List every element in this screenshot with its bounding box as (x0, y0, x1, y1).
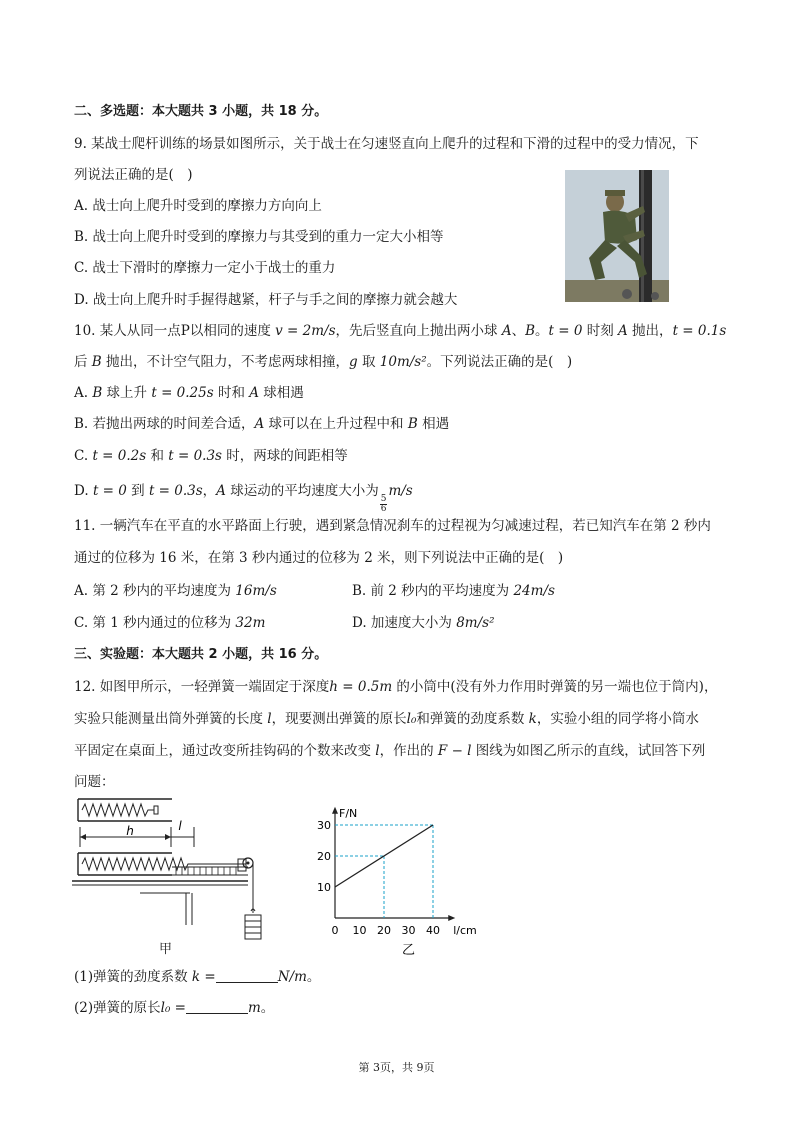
h-dimension-label: h (126, 824, 134, 838)
q10-fraction (380, 495, 388, 514)
q9-option-b: B. 战士向上爬升时受到的摩擦力与其受到的重力一定大小相等 (74, 229, 444, 245)
section-title-multiple-choice: 二、多选题：本大题共 3 小题，共 18 分。 (74, 104, 328, 119)
q9-stem-line1: 9. 某战士爬杆训练的场景如图所示，关于战士在匀速竖直向上爬升的过程和下滑的过程中的受力情况，下 (74, 136, 699, 152)
soldier-climbing-pole-photo (565, 170, 669, 302)
q10-time: t = 0 (92, 483, 127, 499)
q10-stem-line2 (74, 352, 572, 372)
q10-option-a (74, 383, 304, 403)
fraction-denominator: 6 (380, 504, 387, 514)
q10-text: ， (202, 483, 217, 499)
q10-ball-a: A (254, 416, 265, 432)
q10-text: 相遇 (417, 416, 450, 432)
answer-blank-natural-length[interactable] (186, 999, 248, 1014)
q12-text: 图线为如图乙所示的直线，试回答下列 (471, 743, 706, 759)
q10-time: t = 0.3s (148, 483, 203, 499)
q12-answer-1 (74, 967, 320, 987)
q10-text: 时刻 (582, 323, 619, 339)
q10-gravity-value: 10m/s² (379, 354, 427, 370)
q12-text: (2)弹簧的原长 (74, 1000, 161, 1016)
q12-text: 12. 如图甲所示，一轻弹簧一端固定于深度 (74, 679, 330, 695)
q10-gravity-symbol: g (349, 354, 358, 370)
q12-text: 。 (260, 1000, 275, 1016)
q10-text: A. (74, 385, 93, 401)
q10-text: 后 (74, 354, 92, 370)
x-axis-arrow (448, 915, 455, 921)
q10-text: 取 (357, 354, 380, 370)
q12-text: 平固定在桌面上，通过改变所挂钩码的个数来改变 (74, 743, 376, 759)
q10-time: t = 0.25s (151, 385, 214, 401)
q10-time-zero: t = 0 (548, 323, 583, 339)
q10-text: 球相遇 (259, 385, 304, 401)
q10-text: 。下列说法正确的是( ) (426, 354, 573, 370)
q11-text: A. 第 2 秒内的平均速度为 (74, 583, 236, 599)
q12-text: 的小筒中(没有外力作用时弹簧的另一端也位于筒内)， (392, 679, 718, 695)
q10-text: 和 (146, 448, 169, 464)
q11-option-b (352, 581, 555, 601)
q12-text: ，现要测出弹簧的原长 (271, 711, 407, 727)
q12-length-symbol: l (375, 743, 380, 759)
q10-text: 时，两球的间距相等 (221, 448, 348, 464)
q10-ball-b: B (407, 416, 418, 432)
q10-text: 到 (126, 483, 149, 499)
q10-ball-a: A (501, 323, 512, 339)
q11-text: B. 前 2 秒内的平均速度为 (352, 583, 514, 599)
q11-value: 24m/s (513, 583, 555, 599)
y-axis-arrow (332, 807, 338, 814)
x-tick-label: 0 (331, 924, 339, 937)
q10-text: D. (74, 483, 93, 499)
q10-text: C. (74, 448, 93, 464)
q12-stem-line4: 问题： (74, 774, 115, 790)
q12-stem-line2 (74, 709, 699, 729)
x-tick-label: 40 (426, 924, 440, 937)
q11-stem-line1: 11. 一辆汽车在平直的水平路面上行驶，遇到紧急情况刹车的过程视为匀减速过程，若已知汽车在第 2 秒内 (74, 518, 711, 534)
q10-ball-a: A (216, 483, 226, 499)
q10-text: 抛出，不计空气阻力，不考虑两球相撞， (101, 354, 350, 370)
q11-text: D. 加速度大小为 (352, 615, 457, 631)
q12-stiffness-symbol: k (528, 711, 537, 727)
q10-ball-a: A (618, 323, 628, 339)
x-tick-label: 20 (377, 924, 391, 937)
y-tick-label: 30 (317, 819, 331, 832)
q11-option-a (74, 581, 277, 601)
q10-text: 10. 某人从同一点P以相同的速度 (74, 323, 276, 339)
q12-length-symbol: l (267, 711, 272, 727)
q11-option-d (352, 613, 495, 633)
q12-unit: m (247, 1000, 261, 1016)
spring-apparatus-diagram (70, 795, 270, 955)
q10-option-b (74, 414, 449, 434)
q12-text: 实验只能测量出筒外弹簧的长度 (74, 711, 268, 727)
q10-text: B. 若抛出两球的时间差合适， (74, 416, 255, 432)
q10-ball-b: B (525, 323, 535, 339)
q10-text: 球可以在上升过程中和 (264, 416, 408, 432)
q10-option-c (74, 446, 348, 466)
x-tick-label: 10 (352, 924, 367, 937)
force-length-chart (305, 800, 485, 960)
q10-ball-b: B (92, 385, 103, 401)
fraction-numerator: 5 (380, 494, 387, 504)
q12-text: ，实验小组的同学将小筒水 (536, 711, 699, 727)
q10-ball-b: B (91, 354, 102, 370)
q12-answer-2 (74, 998, 274, 1018)
q10-text: 球上升 (102, 385, 152, 401)
q12-unit: N/m (277, 969, 307, 985)
q12-natural-length-symbol: l₀ (406, 711, 417, 727)
q11-stem-line2: 通过的位移为 16 米，在第 3 秒内通过的位移为 2 米，则下列说法中正确的是( ) (74, 550, 564, 566)
q11-value: 16m/s (235, 583, 277, 599)
q10-text: 。 (535, 323, 549, 339)
x-axis-label: l/cm (453, 924, 477, 937)
y-tick-label: 10 (317, 881, 331, 894)
figure-b-caption: 乙 (401, 943, 416, 958)
q9-option-d: D. 战士向上爬升时手握得越紧，杆子与手之间的摩擦力就会越大 (74, 292, 458, 308)
q11-value: 8m/s² (456, 615, 495, 631)
q12-natural-length-symbol: l₀ = (160, 1000, 186, 1016)
q10-text: 时和 (213, 385, 250, 401)
q9-stem-line2: 列说法正确的是( ) (74, 167, 193, 183)
l-dimension-label: l (178, 819, 182, 833)
q12-graph-name: F − l (437, 743, 472, 759)
q10-time-offset: t = 0.1s (672, 323, 727, 339)
q12-stem-line1 (74, 677, 717, 697)
q10-unit: m/s (388, 483, 413, 499)
q12-stem-line3 (74, 741, 705, 761)
y-axis-label: F/N (339, 806, 358, 820)
q10-time: t = 0.2s (92, 448, 147, 464)
y-tick-label: 20 (317, 850, 331, 863)
q10-ball-a: A (249, 385, 260, 401)
q12-depth: h = 0.5m (329, 679, 393, 695)
q10-text: 球运动的平均速度大小为 (225, 483, 379, 499)
q10-velocity: v = 2m/s (275, 323, 336, 339)
q11-text: C. 第 1 秒内通过的位移为 (74, 615, 236, 631)
page-number: 第 3页，共 9页 (358, 1061, 435, 1074)
q9-option-c: C. 战士下滑时的摩擦力一定小于战士的重力 (74, 260, 336, 276)
q10-text: 抛出， (627, 323, 673, 339)
q9-option-a: A. 战士向上爬升时受到的摩擦力方向向上 (74, 198, 322, 214)
q11-option-c (74, 613, 265, 633)
x-tick-label: 30 (401, 924, 416, 937)
section-title-experiment: 三、实验题：本大题共 2 小题，共 16 分。 (74, 647, 328, 662)
q12-text: 和弹簧的劲度系数 (416, 711, 529, 727)
q12-text: (1)弹簧的劲度系数 (74, 969, 192, 985)
q10-text: 、 (511, 323, 526, 339)
q10-text: ，先后竖直向上抛出两小球 (335, 323, 502, 339)
answer-blank-stiffness[interactable] (216, 968, 278, 983)
q10-stem-line1 (74, 321, 726, 341)
figure-a-caption: 甲 (159, 942, 173, 957)
q11-value: 32m (235, 615, 266, 631)
q12-stiffness-symbol: k = (191, 969, 216, 985)
q12-text: 。 (306, 969, 321, 985)
q10-time: t = 0.3s (168, 448, 222, 464)
q12-text: ，作出的 (379, 743, 438, 759)
q10-option-d (74, 481, 413, 514)
